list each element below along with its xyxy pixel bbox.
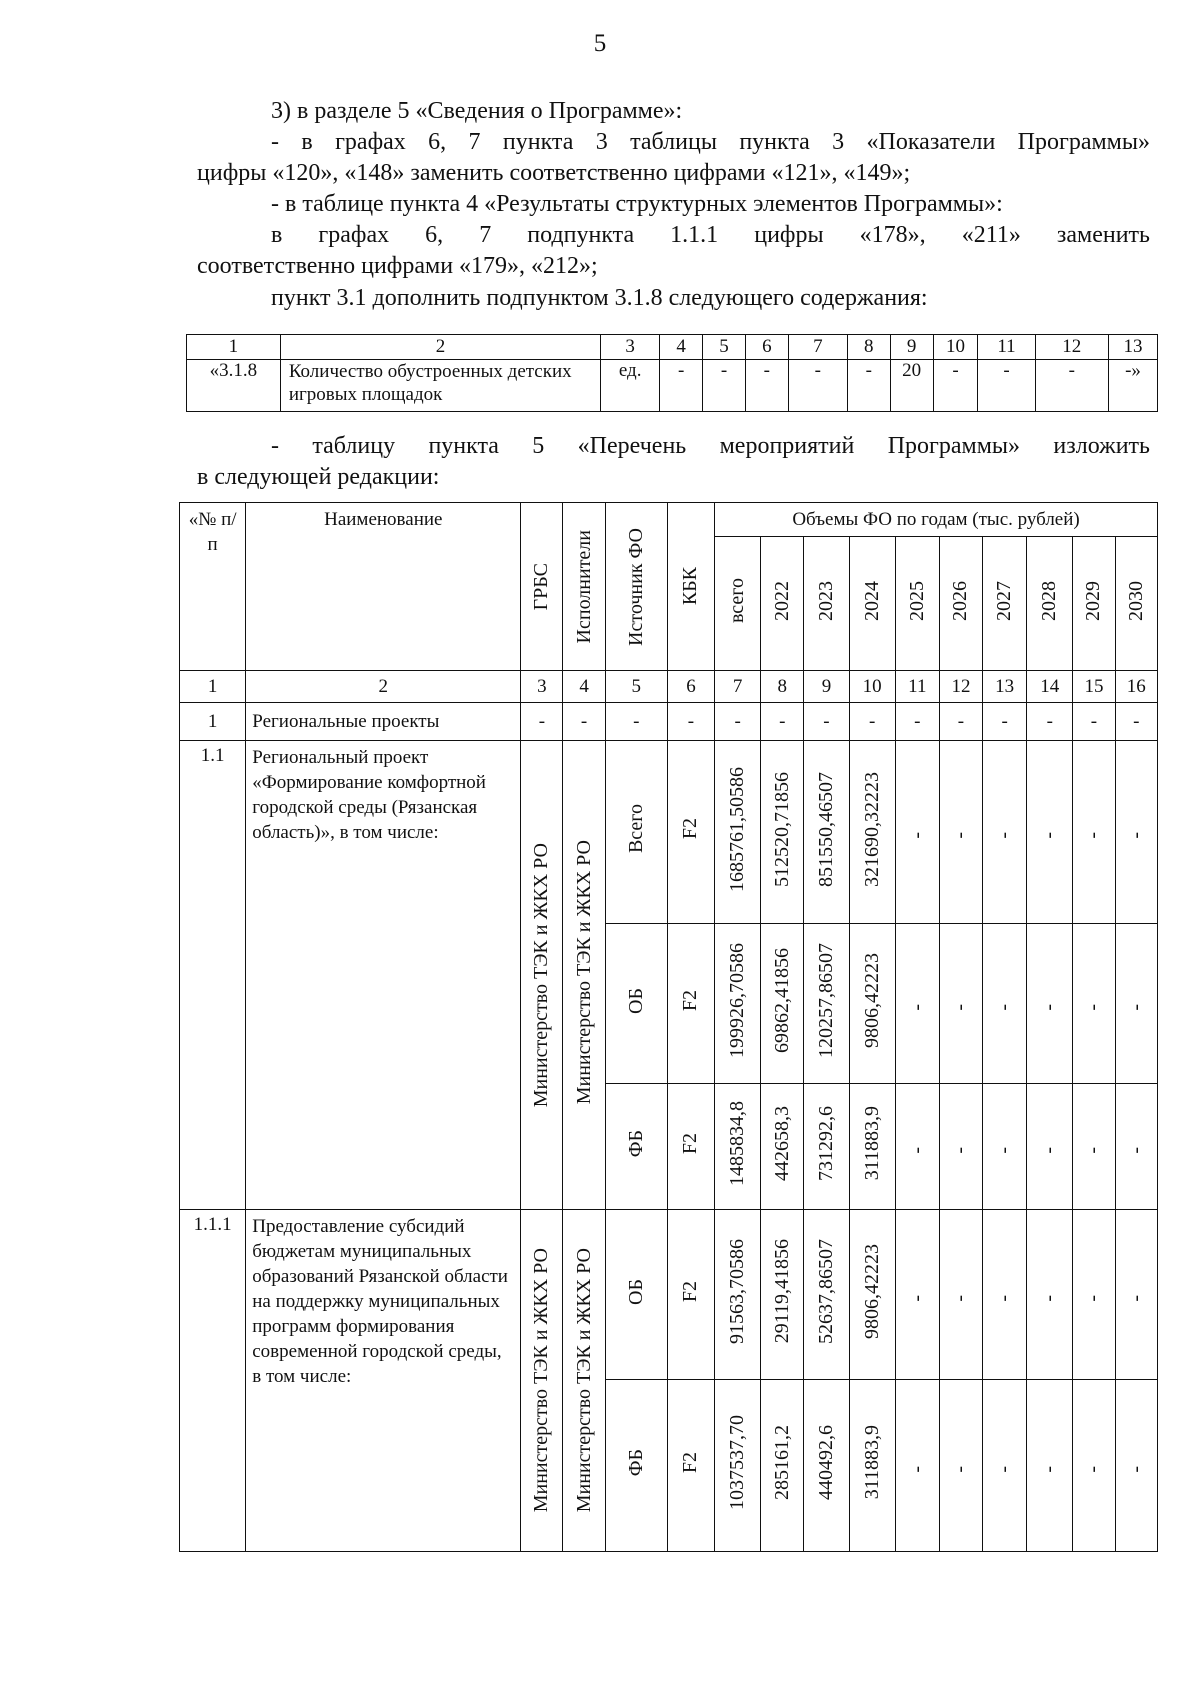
value-cell: - (1073, 1380, 1115, 1552)
col-number: 12 (939, 671, 982, 703)
value-cell: 69862,41856 (761, 924, 804, 1084)
value-cell: - (1073, 924, 1115, 1084)
value-cell: - (1073, 1210, 1115, 1380)
table-a-header-cell: 7 (788, 335, 847, 360)
table-a-header-cell: 13 (1108, 335, 1157, 360)
table-cell: - (1115, 703, 1157, 741)
value-cell: 91563,70586 (715, 1210, 761, 1380)
table-a-header-cell: 11 (978, 335, 1035, 360)
paragraph-section-5: 3) в разделе 5 «Сведения о Программе»: (271, 98, 683, 124)
header-year: 2027 (983, 537, 1027, 671)
source-cell: ОБ (605, 924, 667, 1084)
kbk-cell: F2 (667, 1380, 714, 1552)
col-number: 2 (246, 671, 521, 703)
row-name: Предоставление субсидий бюджетам муниципальных образований Рязанской области на поддержку муниципальных программ формирования современной городской среды, в том числе: (246, 1210, 521, 1552)
paragraph-subitem-111-line2: соответственно цифрами «179», «212»; (197, 253, 598, 279)
table-a-data-row (187, 360, 1158, 412)
value-cell: 442658,3 (761, 1084, 804, 1210)
value-cell: - (1027, 741, 1073, 924)
table-b-colnum-row (180, 671, 1158, 703)
table-indicator-318 (186, 334, 1158, 412)
table-row (180, 703, 1158, 741)
paragraph-item-4: - в таблице пункта 4 «Результаты структурных элементов Программы»: (271, 191, 1003, 217)
header-year: всего (715, 537, 761, 671)
value-cell: - (895, 1084, 939, 1210)
value-cell: - (939, 1084, 982, 1210)
table-a-cell: - (703, 360, 746, 412)
table-a-cell: Количество обустроенных детских игровых площадок (280, 360, 600, 412)
col-number: 8 (761, 671, 804, 703)
table-cell: - (1027, 703, 1073, 741)
value-cell: - (1027, 1084, 1073, 1210)
table-cell: - (895, 703, 939, 741)
row-number: 1 (180, 703, 246, 741)
table-cell: - (849, 703, 895, 741)
header-year: 2025 (895, 537, 939, 671)
col-number: 14 (1027, 671, 1073, 703)
table-cell: - (1073, 703, 1115, 741)
table-a-cell: - (933, 360, 978, 412)
row-number: 1.1 (180, 741, 246, 1210)
value-cell: 52637,86507 (804, 1210, 849, 1380)
value-cell: - (983, 924, 1027, 1084)
paragraph-subitem-111-line1: в графах 6, 7 подпункта 1.1.1 цифры «178», «211» заменить (271, 222, 1150, 248)
source-cell: ФБ (605, 1084, 667, 1210)
source-cell: Всего (605, 741, 667, 924)
value-cell: - (939, 1210, 982, 1380)
value-cell: 321690,32223 (849, 741, 895, 924)
row-number: 1.1.1 (180, 1210, 246, 1552)
paragraph-item-5-line1: - таблицу пункта 5 «Перечень мероприятий Программы» изложить (271, 433, 1150, 459)
header-source: Источник ФО (605, 503, 667, 671)
value-cell: - (895, 1210, 939, 1380)
col-number: 3 (521, 671, 563, 703)
table-b-header-row (180, 503, 1158, 537)
value-cell: - (1115, 924, 1157, 1084)
col-number: 15 (1073, 671, 1115, 703)
table-a-header-cell: 12 (1035, 335, 1108, 360)
header-executors: Исполнители (563, 503, 605, 671)
header-name: Наименование (246, 503, 521, 671)
header-year: 2024 (849, 537, 895, 671)
value-cell: - (1073, 1084, 1115, 1210)
source-cell: ОБ (605, 1210, 667, 1380)
value-cell: - (895, 1380, 939, 1552)
value-cell: - (1115, 1210, 1157, 1380)
table-a-cell: ед. (601, 360, 660, 412)
paragraph-item-3-line2: цифры «120», «148» заменить соответственно цифрами «121», «149»; (197, 160, 911, 186)
value-cell: - (1115, 1380, 1157, 1552)
table-a-header-cell: 6 (745, 335, 788, 360)
table-cell: - (605, 703, 667, 741)
table-a-cell: - (847, 360, 890, 412)
table-cell: - (804, 703, 849, 741)
table-a-header-cell: 3 (601, 335, 660, 360)
value-cell: - (1027, 924, 1073, 1084)
executor-cell: Министерство ТЭК и ЖКХ РО (563, 741, 605, 1210)
table-cell: - (983, 703, 1027, 741)
table-a-header-cell: 10 (933, 335, 978, 360)
paragraph-item-3-line1: - в графах 6, 7 пункта 3 таблицы пункта 3 «Показатели Программы» (271, 129, 1150, 155)
executor-cell: Министерство ТЭК и ЖКХ РО (563, 1210, 605, 1552)
col-number: 1 (180, 671, 246, 703)
table-a-header-cell: 8 (847, 335, 890, 360)
table-a-header-cell: 4 (660, 335, 703, 360)
grbs-cell: Министерство ТЭК и ЖКХ РО (521, 1210, 563, 1552)
header-year: 2030 (1115, 537, 1157, 671)
value-cell: 120257,86507 (804, 924, 849, 1084)
table-a-header-row (187, 335, 1158, 360)
value-cell: 9806,42223 (849, 1210, 895, 1380)
col-number: 10 (849, 671, 895, 703)
table-cell: - (715, 703, 761, 741)
value-cell: 1685761,50586 (715, 741, 761, 924)
col-number: 16 (1115, 671, 1157, 703)
col-number: 5 (605, 671, 667, 703)
page-number: 5 (593, 30, 607, 57)
col-number: 13 (983, 671, 1027, 703)
col-number: 4 (563, 671, 605, 703)
header-year: 2022 (761, 537, 804, 671)
table-a-cell: - (978, 360, 1035, 412)
table-a-header-cell: 1 (187, 335, 281, 360)
value-cell: - (983, 1380, 1027, 1552)
value-cell: - (983, 1084, 1027, 1210)
kbk-cell: F2 (667, 924, 714, 1084)
table-a-cell: «3.1.8 (187, 360, 281, 412)
table-cell: - (939, 703, 982, 741)
value-cell: - (1027, 1380, 1073, 1552)
value-cell: 9806,42223 (849, 924, 895, 1084)
value-cell: - (983, 741, 1027, 924)
paragraph-item-5-line2: в следующей редакции: (197, 464, 440, 490)
kbk-cell: F2 (667, 741, 714, 924)
table-program-activities (179, 502, 1158, 1552)
source-cell: ФБ (605, 1380, 667, 1552)
header-year: 2026 (939, 537, 982, 671)
table-a-header-cell: 2 (280, 335, 600, 360)
header-kbk: КБК (667, 503, 714, 671)
table-cell: - (761, 703, 804, 741)
value-cell: - (1115, 1084, 1157, 1210)
table-row (180, 741, 1158, 924)
header-number: «№ п/п (180, 503, 246, 671)
value-cell: 731292,6 (804, 1084, 849, 1210)
value-cell: - (939, 1380, 982, 1552)
value-cell: 1485834,8 (715, 1084, 761, 1210)
paragraph-item-31: пункт 3.1 дополнить подпунктом 3.1.8 следующего содержания: (271, 285, 928, 311)
value-cell: - (895, 924, 939, 1084)
value-cell: 311883,9 (849, 1380, 895, 1552)
table-a-cell: - (1035, 360, 1108, 412)
table-a-header-cell: 9 (890, 335, 933, 360)
value-cell: 29119,41856 (761, 1210, 804, 1380)
value-cell: - (1027, 1210, 1073, 1380)
value-cell: 1037537,70 (715, 1380, 761, 1552)
col-number: 7 (715, 671, 761, 703)
value-cell: 199926,70586 (715, 924, 761, 1084)
value-cell: 311883,9 (849, 1084, 895, 1210)
grbs-cell: Министерство ТЭК и ЖКХ РО (521, 741, 563, 1210)
kbk-cell: F2 (667, 1084, 714, 1210)
col-number: 6 (667, 671, 714, 703)
table-a-cell: - (660, 360, 703, 412)
header-volumes: Объемы ФО по годам (тыс. рублей) (715, 503, 1158, 537)
value-cell: 851550,46507 (804, 741, 849, 924)
header-grbs: ГРБС (521, 503, 563, 671)
table-a-cell: - (745, 360, 788, 412)
value-cell: 440492,6 (804, 1380, 849, 1552)
value-cell: 512520,71856 (761, 741, 804, 924)
table-a-cell: - (788, 360, 847, 412)
header-year: 2028 (1027, 537, 1073, 671)
value-cell: - (983, 1210, 1027, 1380)
row-name: Региональный проект «Формирование комфортной городской среды (Рязанская область)», в том числе: (246, 741, 521, 1210)
table-cell: - (521, 703, 563, 741)
kbk-cell: F2 (667, 1210, 714, 1380)
value-cell: - (939, 924, 982, 1084)
table-a-header-cell: 5 (703, 335, 746, 360)
value-cell: - (939, 741, 982, 924)
row-name: Региональные проекты (246, 703, 521, 741)
table-cell: - (667, 703, 714, 741)
header-year: 2029 (1073, 537, 1115, 671)
value-cell: - (1115, 741, 1157, 924)
value-cell: 285161,2 (761, 1380, 804, 1552)
table-cell: - (563, 703, 605, 741)
value-cell: - (895, 741, 939, 924)
col-number: 11 (895, 671, 939, 703)
value-cell: - (1073, 741, 1115, 924)
table-a-cell: -» (1108, 360, 1157, 412)
col-number: 9 (804, 671, 849, 703)
header-year: 2023 (804, 537, 849, 671)
table-row (180, 1210, 1158, 1380)
table-a-cell: 20 (890, 360, 933, 412)
